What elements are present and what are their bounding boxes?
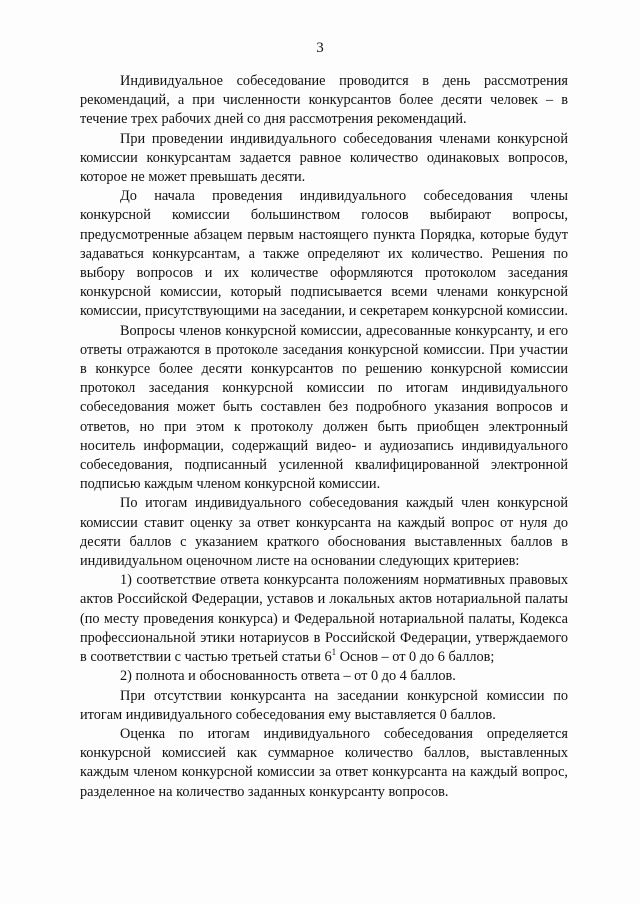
- paragraph-final-score: Оценка по итогам индивидуального собеседования определяется конкурсной комиссией как суммарное количество баллов, выставленных каждым членом конкурсной комиссии за ответ конкурсанта на каждый вопрос, разделенное на количество заданных конкурсанту вопросов.: [80, 725, 568, 800]
- paragraph-equal-questions: При проведении индивидуального собеседования членами конкурсной комиссии конкурсантам задается равное количество одинаковых вопросов, которое не может превышать десяти.: [80, 130, 568, 186]
- document-body: [80, 72, 568, 802]
- criterion-completeness: 2) полнота и обоснованность ответа – от 0 до 4 баллов.: [120, 668, 456, 685]
- paragraph-question-selection: До начала проведения индивидуального собеседования члены конкурсной комиссии большинством голосов выбирают вопросы, предусмотренные абзацем первым настоящего пункта Порядка, которые будут задаваться конкурсантам, а также определяют их количество. Решения по выбору вопросов и их количестве оформляются протоколом заседания конкурсной комиссии, который подписывается всеми членами конкурсной комиссии, присутствующими на заседании, и секретарем конкурсной комиссии.: [80, 188, 568, 320]
- paragraph-interview-timing: Индивидуальное собеседование проводится в день рассмотрения рекомендаций, а при численности конкурсантов более десяти человек – в течение трех рабочих дней со дня рассмотрения рекомендаций.: [80, 73, 568, 128]
- criterion-compliance-text: 1) соответствие ответа конкурсанта положениям нормативных правовых актов Российской Федерации, уставов и локальных актов нотариальной палаты (по месту проведения конкурса) и Федеральной нотариальной палаты, Кодекса профессиональной этики нотариусов в Российской Федерации, утверждаемого в соответствии с частью третьей статьи 6: [80, 572, 568, 666]
- page-number: 3: [316, 40, 324, 56]
- criterion-compliance: [80, 571, 568, 667]
- criterion-compliance-tail: Основ – от 0 до 6 баллов;: [336, 649, 495, 666]
- footnote-superscript: 1: [331, 647, 337, 658]
- paragraph-scoring: По итогам индивидуального собеседования каждый член конкурсной комиссии ставит оценку за ответ конкурсанта на каждый вопрос от нуля до десяти баллов с указанием краткого обоснования выставленных баллов в индивидуальном оценочном листе на основании следующих критериев:: [80, 495, 568, 570]
- paragraph-absence: При отсутствии конкурсанта на заседании конкурсной комиссии по итогам индивидуального собеседования ему выставляется 0 баллов.: [80, 687, 568, 723]
- paragraph-protocol: Вопросы членов конкурсной комиссии, адресованные конкурсанту, и его ответы отражаются в протоколе заседания конкурсной комиссии. При участии в конкурсе более десяти конкурсантов по решению конкурсной комиссии протокол заседания конкурсной комиссии по итогам индивидуального собеседования может быть составлен без подробного указания вопросов и ответов, но при этом к протоколу должен быть приобщен электронный носитель информации, содержащий видео- и аудиозапись индивидуального собеседования, подписанный усиленной квалифицированной электронной подписью каждым членом конкурсной комиссии.: [80, 322, 568, 493]
